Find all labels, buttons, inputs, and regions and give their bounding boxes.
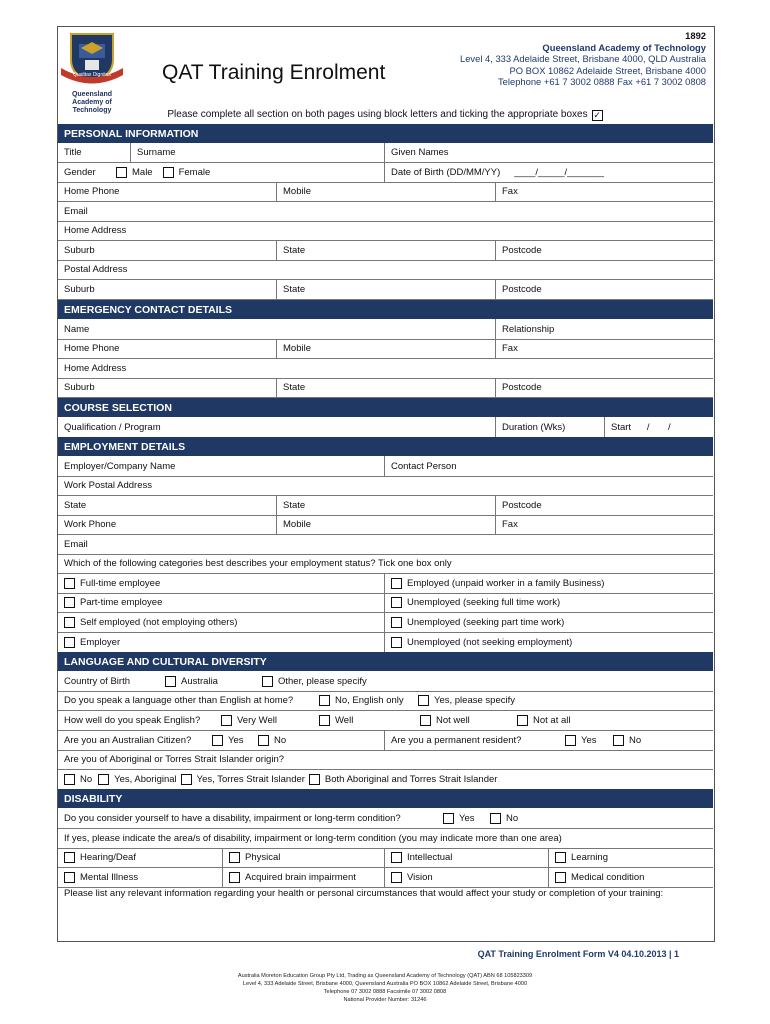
self-employed-label: Self employed (not employing others)	[80, 616, 238, 628]
instructions-text: Please complete all section on both pages using block letters and ticking the appropriate boxes	[167, 109, 588, 120]
postcode-field[interactable]	[495, 240, 713, 260]
resident-label: Are you a permanent resident?	[391, 734, 522, 746]
footer-line-2: Level 4, 333 Adelaide Street, Brisbane 4000, Queensland Australia PO BOX 10862 Adelaide Street, Brisbane 4000	[242, 981, 528, 987]
ab-both-label: Both Aboriginal and Torres Strait Islander	[324, 773, 498, 785]
row-work-state	[58, 495, 713, 516]
section-language: LANGUAGE AND CULTURAL DIVERSITY	[58, 652, 713, 671]
vision-checkbox[interactable]	[391, 872, 402, 883]
ab-no-checkbox[interactable]	[64, 774, 75, 785]
intellectual-checkbox[interactable]	[391, 852, 402, 863]
work-fax-field[interactable]	[495, 515, 713, 534]
other-country-checkbox[interactable]	[262, 676, 273, 687]
ab-both-checkbox[interactable]	[309, 774, 320, 785]
opt-mental[interactable]	[58, 867, 222, 887]
surname-field[interactable]	[130, 143, 384, 162]
row-suburb-2	[58, 279, 713, 300]
row-phones	[58, 182, 713, 202]
work-state-2-label: State	[283, 499, 306, 511]
duration-label: Duration (Wks)	[502, 421, 566, 433]
row-email	[58, 201, 713, 222]
email-field[interactable]	[58, 201, 713, 221]
dob-blank: ____/_____/_______	[514, 166, 605, 178]
org-info	[460, 30, 706, 88]
postal-state-label: State	[283, 283, 306, 295]
how-well-label: How well do you speak English?	[64, 714, 201, 726]
row-work-phones	[58, 515, 713, 535]
state-field[interactable]	[276, 240, 495, 260]
disability-areas-question	[58, 828, 713, 848]
state-label: State	[283, 244, 306, 256]
well-label: Well	[335, 714, 354, 726]
row-names	[58, 143, 713, 163]
work-mobile-label: Mobile	[283, 519, 311, 530]
postal-state-field[interactable]	[276, 279, 495, 299]
opt-unemp-part[interactable]	[384, 612, 713, 632]
ab-yes-label: Yes, Aboriginal	[114, 773, 177, 785]
mental-checkbox[interactable]	[64, 872, 75, 883]
contact-person-field[interactable]	[384, 456, 713, 476]
ab-tsi-checkbox[interactable]	[181, 774, 192, 785]
emp-status-question-text: Which of the following categories best describes your employment status? Tick one box only	[64, 558, 452, 569]
resident-yes-label: Yes	[581, 734, 597, 746]
postcode-label: Postcode	[502, 244, 542, 256]
start-label: Start / /	[611, 421, 671, 433]
very-well-label: Very Well	[237, 714, 277, 726]
australia-label: Australia	[181, 675, 218, 687]
citizen-no-label: No	[274, 734, 287, 746]
speak-language-question	[58, 691, 713, 710]
medical-checkbox[interactable]	[555, 872, 566, 883]
opt-unpaid[interactable]	[384, 573, 713, 593]
work-postcode-label: Postcode	[502, 499, 542, 511]
unemp-not-checkbox[interactable]	[391, 637, 402, 648]
fax-label: Fax	[502, 186, 518, 197]
ab-yes-checkbox[interactable]	[98, 774, 109, 785]
male-checkbox[interactable]	[116, 167, 127, 178]
australia-checkbox[interactable]	[165, 676, 176, 687]
intellectual-label: Intellectual	[407, 852, 453, 863]
learning-label: Learning	[571, 852, 608, 863]
opt-full-time[interactable]	[58, 573, 384, 593]
home-phone-field[interactable]	[58, 182, 276, 201]
ec-fax-label: Fax	[502, 343, 518, 354]
row-suburb-1	[58, 240, 713, 261]
resident-no-checkbox[interactable]	[613, 735, 624, 746]
instructions	[57, 109, 713, 121]
row-disability-q	[58, 808, 713, 829]
row-emp-opt-2	[58, 593, 713, 613]
disability-no-checkbox[interactable]	[490, 813, 501, 824]
ec-suburb-label: Suburb	[64, 382, 95, 393]
row-aboriginal-q	[58, 750, 713, 770]
mental-label: Mental Illness	[80, 871, 139, 883]
disability-no-label: No	[506, 812, 519, 824]
row-home-address	[58, 221, 713, 241]
title-label: Title	[64, 147, 82, 158]
relevant-info-field[interactable]	[58, 887, 713, 940]
work-address-label: Work Postal Address	[64, 480, 153, 491]
opt-brain[interactable]	[222, 867, 384, 887]
aboriginal-options	[58, 769, 713, 789]
form-version: QAT Training Enrolment Form V4 04.10.2013 | 1	[477, 949, 679, 959]
other-language-label: Yes, please specify	[434, 695, 515, 706]
country-label: Country of Birth	[64, 675, 130, 687]
aboriginal-q-label: Are you of Aboriginal or Torres Strait Islander origin?	[64, 754, 285, 765]
form-title: QAT Training Enrolment	[162, 61, 386, 84]
email-label: Email	[64, 205, 88, 217]
gender-field	[58, 162, 384, 182]
row-work-email	[58, 534, 713, 555]
work-state-1-label: State	[64, 499, 87, 511]
row-work-address	[58, 476, 713, 496]
row-emp-opt-1	[58, 573, 713, 594]
unemp-full-checkbox[interactable]	[391, 597, 402, 608]
opt-hearing[interactable]	[58, 848, 222, 867]
row-gender	[58, 162, 713, 183]
medical-label: Medical condition	[571, 871, 645, 883]
work-email-field[interactable]	[58, 534, 713, 554]
postal-suburb-field[interactable]	[58, 279, 276, 299]
opt-self-employed[interactable]	[58, 612, 384, 632]
ec-name-field[interactable]	[58, 319, 495, 339]
hearing-label: Hearing/Deaf	[80, 852, 136, 863]
contact-person-label: Contact Person	[391, 460, 457, 472]
logo-caption: Queensland Academy of Technology	[71, 91, 113, 114]
dob-field[interactable]	[384, 162, 713, 182]
male-label: Male	[132, 166, 153, 178]
employer-label: Employer/Company Name	[64, 460, 176, 472]
qualification-label: Qualification / Program	[64, 421, 161, 433]
home-address-label: Home Address	[64, 225, 127, 236]
country-of-birth	[58, 671, 713, 691]
citizen-no-checkbox[interactable]	[258, 735, 269, 746]
citizen-question	[58, 730, 384, 750]
given-names-label: Given Names	[391, 147, 449, 158]
ec-state-label: State	[283, 382, 306, 393]
speak-q-label: Do you speak a language other than English at home?	[64, 695, 294, 706]
resident-question	[384, 730, 713, 750]
postal-address-label: Postal Address	[64, 264, 128, 275]
self-employed-checkbox[interactable]	[64, 617, 75, 628]
org-address-1: Level 4, 333 Adelaide Street, Brisbane 4000, QLD Australia	[460, 53, 706, 65]
areas-q-label: If yes, please indicate the area/s of disability, impairment or long-term condition (you may indicate more than one area)	[64, 832, 562, 844]
work-state-2-field[interactable]	[276, 495, 495, 515]
row-postal-address	[58, 260, 713, 280]
postal-postcode-label: Postcode	[502, 283, 542, 295]
row-emp-question	[58, 554, 713, 574]
aboriginal-question	[58, 750, 713, 769]
not-well-checkbox[interactable]	[420, 715, 431, 726]
resident-yes-checkbox[interactable]	[565, 735, 576, 746]
opt-learning[interactable]	[548, 848, 713, 867]
ec-home-phone-field[interactable]	[58, 339, 276, 358]
ec-postcode-field[interactable]	[495, 378, 713, 397]
row-disability-opts-1	[58, 848, 713, 868]
hearing-checkbox[interactable]	[64, 852, 75, 863]
female-label: Female	[178, 166, 211, 178]
disability-yes-checkbox[interactable]	[443, 813, 454, 824]
row-ec-name	[58, 319, 713, 340]
opt-intellectual[interactable]	[384, 848, 548, 867]
org-address-2: PO BOX 10862 Adelaide Street, Brisbane 4000	[509, 64, 706, 76]
ec-relationship-field[interactable]	[495, 319, 713, 339]
ec-mobile-label: Mobile	[283, 343, 311, 354]
english-level-question	[58, 710, 713, 730]
ec-fax-field[interactable]	[495, 339, 713, 358]
surname-label: Surname	[137, 147, 176, 158]
mobile-label: Mobile	[283, 186, 311, 197]
part-time-label: Part-time employee	[80, 597, 163, 608]
physical-label: Physical	[245, 852, 281, 863]
part-time-checkbox[interactable]	[64, 597, 75, 608]
other-country-label: Other, please specify	[278, 675, 367, 687]
ec-home-phone-label: Home Phone	[64, 343, 120, 354]
dob-label: Date of Birth (DD/MM/YY)	[391, 166, 501, 178]
unemp-part-label: Unemployed (seeking part time work)	[407, 616, 565, 628]
ec-suburb-field[interactable]	[58, 378, 276, 397]
row-emp-opt-4	[58, 632, 713, 653]
full-time-checkbox[interactable]	[64, 578, 75, 589]
row-speak-language	[58, 691, 713, 711]
logo-banner: Qualitas Dignitas	[73, 72, 111, 78]
start-field[interactable]	[604, 417, 713, 437]
work-phone-label: Work Phone	[64, 519, 117, 530]
emp-status-question	[58, 554, 713, 573]
not-at-all-checkbox[interactable]	[517, 715, 528, 726]
not-well-label: Not well	[436, 714, 470, 726]
home-phone-label: Home Phone	[64, 186, 120, 197]
section-personal: PERSONAL INFORMATION	[58, 124, 713, 143]
ec-address-field[interactable]	[58, 358, 713, 378]
ec-address-label: Home Address	[64, 362, 127, 374]
work-fax-label: Fax	[502, 519, 518, 530]
org-name: Queensland Academy of Technology	[542, 41, 706, 53]
footer-legal	[0, 972, 770, 1004]
ab-no-label: No	[80, 773, 93, 785]
suburb-label: Suburb	[64, 244, 95, 256]
section-emergency: EMERGENCY CONTACT DETAILS	[58, 300, 713, 319]
row-aboriginal-opts	[58, 769, 713, 790]
row-ec-phones	[58, 339, 713, 359]
postal-suburb-label: Suburb	[64, 283, 95, 295]
employer-opt-label: Employer	[80, 636, 121, 648]
opt-employer[interactable]	[58, 632, 384, 652]
female-checkbox[interactable]	[163, 167, 174, 178]
postal-postcode-field[interactable]	[495, 279, 713, 299]
qat-logo	[57, 30, 127, 114]
mobile-field[interactable]	[276, 182, 495, 201]
brain-label: Acquired brain impairment	[245, 871, 356, 883]
footer-line-1: Australia Moreton Education Group Pty Ltd, Trading as Queensland Academy of Technology (QAT) ABN 68 105823309	[237, 973, 533, 979]
disability-question	[58, 808, 713, 828]
row-course	[58, 417, 713, 438]
section-disability: DISABILITY	[58, 789, 713, 808]
row-employer	[58, 456, 713, 477]
ticked-box-icon: ✓	[593, 110, 601, 120]
row-citizen	[58, 730, 713, 751]
very-well-checkbox[interactable]	[221, 715, 232, 726]
ec-state-field[interactable]	[276, 378, 495, 397]
gender-label: Gender	[64, 166, 96, 178]
work-email-label: Email	[64, 538, 88, 550]
resident-no-label: No	[629, 734, 642, 746]
physical-checkbox[interactable]	[229, 852, 240, 863]
unemp-not-label: Unemployed (not seeking employment)	[407, 636, 573, 648]
row-disability-areas	[58, 828, 713, 849]
work-address-field[interactable]	[58, 476, 713, 495]
unemp-full-label: Unemployed (seeking full time work)	[407, 597, 561, 608]
opt-part-time[interactable]	[58, 593, 384, 612]
full-time-label: Full-time employee	[80, 577, 161, 589]
unpaid-checkbox[interactable]	[391, 578, 402, 589]
home-address-field[interactable]	[58, 221, 713, 240]
row-ec-address	[58, 358, 713, 379]
unemp-part-checkbox[interactable]	[391, 617, 402, 628]
ec-relationship-label: Relationship	[502, 323, 555, 335]
duration-field[interactable]	[495, 417, 604, 437]
row-country	[58, 671, 713, 692]
row-ec-suburb	[58, 378, 713, 398]
opt-unemp-full[interactable]	[384, 593, 713, 612]
ab-tsi-label: Yes, Torres Strait Islander	[196, 773, 305, 785]
other-language-checkbox[interactable]	[418, 695, 429, 706]
row-how-well	[58, 710, 713, 731]
employer-field[interactable]	[58, 456, 384, 476]
fax-field[interactable]	[495, 182, 713, 201]
ec-mobile-field[interactable]	[276, 339, 495, 358]
learning-checkbox[interactable]	[555, 852, 566, 863]
org-phone-fax: Telephone +61 7 3002 0888 Fax +61 7 3002 0808	[498, 76, 706, 88]
opt-medical[interactable]	[548, 867, 713, 887]
citizen-yes-checkbox[interactable]	[212, 735, 223, 746]
row-emp-opt-3	[58, 612, 713, 633]
given-names-field[interactable]	[384, 143, 713, 162]
opt-vision[interactable]	[384, 867, 548, 887]
title-field[interactable]	[58, 143, 130, 162]
work-phone-field[interactable]	[58, 515, 276, 534]
opt-physical[interactable]	[222, 848, 384, 867]
unpaid-label: Employed (unpaid worker in a family Business)	[407, 577, 605, 589]
row-disability-opts-2	[58, 867, 713, 888]
vision-label: Vision	[407, 871, 433, 883]
qualification-field[interactable]	[58, 417, 495, 437]
not-at-all-label: Not at all	[533, 714, 571, 726]
english-only-checkbox[interactable]	[319, 695, 330, 706]
employer-checkbox[interactable]	[64, 637, 75, 648]
english-only-label: No, English only	[335, 695, 404, 706]
section-course: COURSE SELECTION	[58, 398, 713, 417]
form-code: 1892	[685, 30, 706, 41]
citizen-yes-label: Yes	[228, 734, 244, 746]
brain-checkbox[interactable]	[229, 872, 240, 883]
work-postcode-field[interactable]	[495, 495, 713, 515]
footer-line-4: National Provider Number: 31246	[343, 997, 427, 1003]
footer-line-3: Telephone 07 3002 0888 Facsimile 07 3002 0808	[323, 989, 447, 995]
postal-address-field[interactable]	[58, 260, 713, 279]
opt-unemp-not[interactable]	[384, 632, 713, 652]
disability-q-label: Do you consider yourself to have a disability, impairment or long-term condition?	[64, 812, 401, 824]
citizen-label: Are you an Australian Citizen?	[64, 734, 192, 746]
ec-postcode-label: Postcode	[502, 382, 542, 393]
suburb-field[interactable]	[58, 240, 276, 260]
section-employment: EMPLOYMENT DETAILS	[58, 437, 713, 456]
work-state-1-field[interactable]	[58, 495, 276, 515]
work-mobile-field[interactable]	[276, 515, 495, 534]
disability-yes-label: Yes	[459, 812, 475, 824]
relevant-info-label: Please list any relevant information regarding your health or personal circumstances that would affect your study or completion of your training:	[64, 888, 664, 899]
ec-name-label: Name	[64, 323, 90, 335]
well-checkbox[interactable]	[319, 715, 330, 726]
